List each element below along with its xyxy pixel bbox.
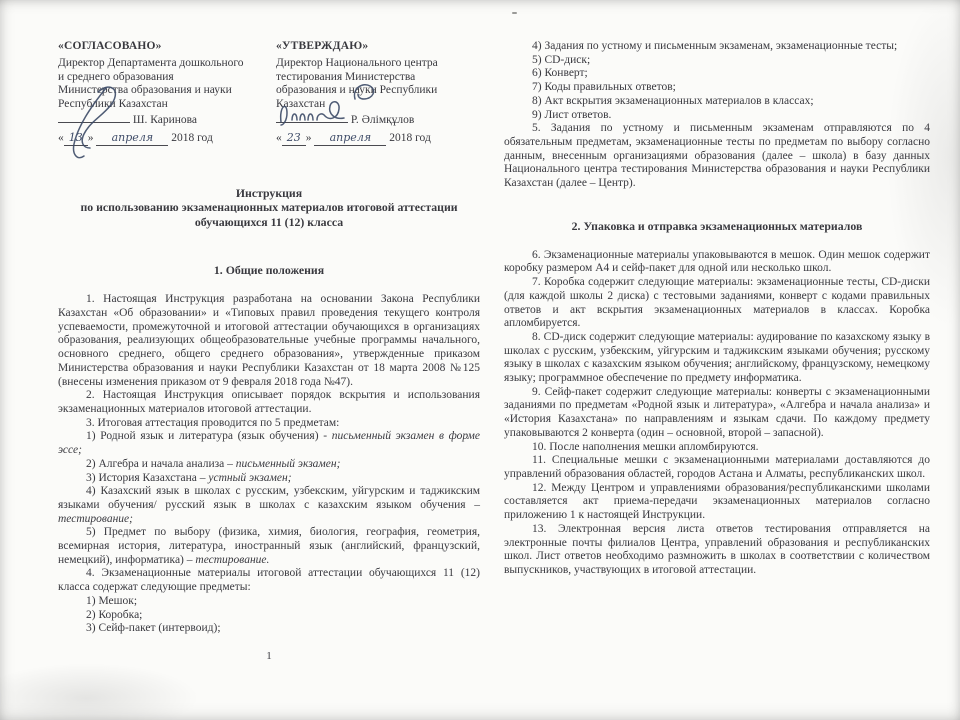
approved-block [276,40,480,146]
paragraph-9: 9. Сейф-пакет содержит следующие материалы: конверты с экзаменационными заданиями по предметам «Родной язык и литература», «Алгебра и начала анализа» и «История Казахстана» по направлениям и языкам сдачи. По каждому предмету упаковываются 2 конверта (один – основной, второй – запасной). [504,385,930,439]
paragraph-6: 6. Экзаменационные материалы упаковываются в мешок. Один мешок содержит коробку размером А4 и сейф-пакет для одной или несколько школ. [504,248,930,275]
approved-label: «УТВЕРЖДАЮ» [276,40,369,52]
subject-item [58,485,480,526]
handwritten-day: 23 [282,131,306,146]
page-right [504,40,930,578]
subject-exam-type: устный экзамен; [208,471,292,484]
section-heading-general: 1. Общие положения [213,263,325,278]
handwritten-month: апреля [96,131,168,146]
inventory-item: 7) Коды правильных ответов; [532,81,676,94]
approved-org-line: Казахстан [276,98,326,111]
subject-item [58,458,480,472]
subject-exam-type: тестирование; [58,512,133,525]
paragraph-1: 1. Настоящая Инструкция разработана на основании Закона Республики Казахстан «Об образовании» и «Типовых правил проведения текущего контроля успеваемости, промежуточной и итоговой аттестации обучающихся в организациях образования, реализующих общеобразовательные учебные программы начального, основного среднего, общего среднего образования», утвержденные приказом Министерства образования и науки Республики Казахстан от 18 марта 2008 №125 (внесены изменения приказом от 9 февраля 2018 года №47). [58,293,480,388]
paragraph-13: 13. Электронная версия листа ответов тестирования отправляется на электронные почты филиалов Центра, управлений образования и республиканских школ. Лист ответов необходимо размножить в школах в соответствии с количеством выпускников, участвующих в итоговой аттестации. [504,522,930,576]
agreed-org-line: Республики Казахстан [58,98,168,111]
subject-exam-type: письменный экзамен; [235,457,341,470]
quote-open: « [276,131,282,144]
inventory-item: 6) Конверт; [532,67,588,80]
agreed-org-line: и среднего образования [58,70,174,83]
title-line: обучающихся 11 (12) класса [194,214,344,229]
approved-signatory-name: Р. Әлімқұлов [350,113,415,126]
paragraph-5: 5. Задания по устному и письменным экзаменам отправляются по 4 обязательным предметам, экзаменационные тесты по предметам по выбору согласно данным, внесенным организациями образования (далее – школа) в базу данных Национального центра тестирования Министерства образования и науки Республики Казахстан (далее – Центр). [504,122,930,190]
subject-text: 5) Предмет по выбору (физика, химия, биология, география, геометрия, всемирная история, литература, иностранный язык (английский, французский, немецкий), информатика) – [58,526,480,566]
section-heading-packing: 2. Упаковка и отправка экзаменационных материалов [571,218,863,233]
paragraph-12: 12. Между Центром и управлениями образования/республиканскими школами составляется акт приема-передачи экзаменационных материалов согласно приложению 1 к настоящей Инструкции. [504,481,930,522]
handwritten-day: 13 [64,131,88,146]
paragraph-11: 11. Специальные мешки с экзаменационными материалами доставляются до управлений образования областей, городов Астана и Алматы, республиканских школ. [504,454,930,480]
quote-open: « [58,131,64,144]
subject-item [58,472,480,486]
approved-org-line: Директор Национального центра [276,56,438,69]
approval-header [58,40,480,146]
inventory-item: 8) Акт вскрытия экзаменационных материалов в классах; [532,94,814,107]
subject-exam-type: письменный экзамен в форме эссе; [58,430,480,457]
agreed-signature-row [58,114,262,128]
inventory-item: 9) Лист ответов. [532,108,612,121]
subject-item [58,430,480,457]
paragraph-3: 3. Итоговая аттестация проводится по 5 предметам: [86,416,340,429]
agreed-year: 2018 год [171,131,213,144]
document-title [58,186,480,230]
subject-exam-type: тестирование. [195,553,270,566]
paragraph-10: 10. После наполнения мешки апломбируются. [532,440,759,453]
inventory-item: 3) Сейф-пакет (интервоид); [86,622,221,635]
subject-item [58,526,480,567]
approved-signature-row [276,114,480,128]
agreed-signatory-name: Ш. Каринова [132,113,198,126]
inventory-item: 5) CD-диск; [532,53,591,66]
agreed-block [58,40,262,146]
agreed-org-line: Министерства образования и науки [58,84,232,97]
paragraph-8: 8. CD-диск содержит следующие материалы: аудирование по казахскому языку в школах с русским, узбекским, уйгурским и таджикским языками обучения; русскому языку в школах с казахским языком обучения; английскому, французскому, немецкому языку; программное обеспечение по предмету информатика. [504,330,930,385]
inventory-item: 4) Задания по устному и письменным экзаменам, экзаменационные тесты; [532,40,898,52]
scan-speck [512,12,517,14]
quote-close: » [87,131,94,144]
page-left [58,40,480,662]
inventory-item: 2) Коробка; [86,608,143,621]
agreed-org-line: Директор Департамента дошкольного [58,56,244,69]
subject-text: 1) Родной язык и литература (язык обучения) - [86,430,332,443]
approved-date-row [276,131,480,146]
signature-line [276,122,348,123]
title-line: по использованию экзаменационных материалов итоговой аттестации [80,200,458,215]
quote-close: » [305,131,312,144]
paragraph-2: 2. Настоящая Инструкция описывает порядок вскрытия и использования экзаменационных материалов итоговой аттестации. [58,389,480,415]
approved-year: 2018 год [389,131,431,144]
page-number: 1 [266,649,272,662]
agreed-date-row [58,131,262,146]
approved-org-line: тестирования Министерства [276,70,416,83]
paragraph-4: 4. Экзаменационные материалы итоговой аттестации обучающихся 11 (12) класса содержат следующие предметы: [58,567,480,594]
signature-line [58,122,130,123]
paragraph-7: 7. Коробка содержит следующие материалы: экзаменационные тесты, CD-диски (для каждой школы 2 диска) с тестовыми заданиями, конверт с кодами правильных ответов и акт вскрытия экзаменационных материалов в классах. Коробка апломбируется. [504,276,930,330]
title-line: Инструкция [235,185,303,200]
subject-text: 2) Алгебра и начала анализа – [86,457,236,470]
handwritten-month: апреля [314,131,386,146]
subject-text: 4) Казахский язык в школах с русским, узбекским, уйгурским и таджикским языками обучения/ русский язык в школах с казахским языком обучения – [58,485,480,511]
approved-org-line: образования и науки Республики [276,84,438,97]
subject-text: 3) История Казахстана – [86,471,209,484]
agreed-label: «СОГЛАСОВАНО» [58,40,162,52]
inventory-item: 1) Мешок; [86,594,138,607]
